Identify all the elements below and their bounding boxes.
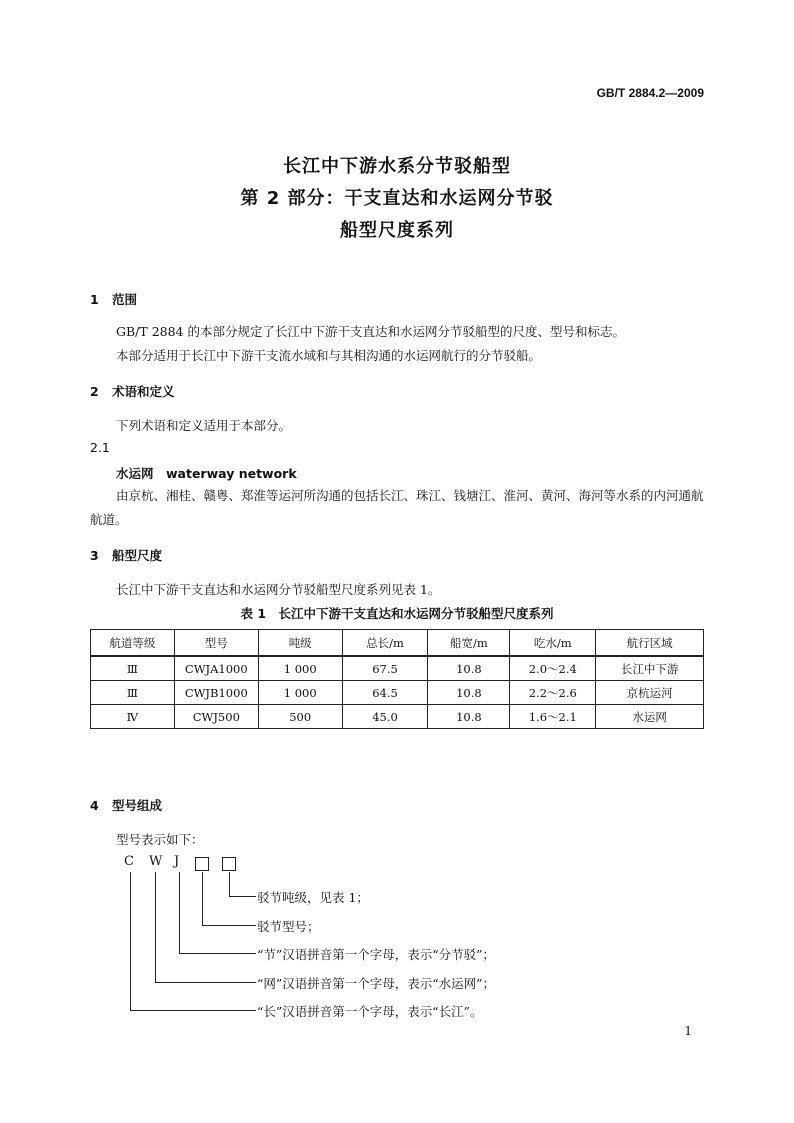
paragraph: 本部分适用于长江中下游干支流水域和与其相沟通的水运网航行的分节驳船。: [116, 348, 542, 363]
table-cell: Ⅳ: [91, 705, 175, 729]
table-cell: 67.5: [342, 656, 428, 681]
table-header-cell: 吃水/m: [510, 630, 596, 657]
connector-line: [202, 872, 203, 926]
table-cell: CWJB1000: [174, 681, 258, 705]
table-cell: Ⅲ: [91, 656, 175, 681]
connector-line: [155, 872, 156, 983]
table-cell: 500: [258, 705, 342, 729]
code-label: 驳节吨级，见表 1；: [257, 890, 369, 905]
table-header-cell: 总长/m: [342, 630, 428, 657]
table-header-cell: 型号: [174, 630, 258, 657]
table-header-cell: 船宽/m: [428, 630, 510, 657]
section-title: 术语和定义: [112, 384, 175, 399]
section-number: 3: [90, 548, 99, 563]
subsection-number: 2.1: [90, 440, 110, 455]
table-cell: CWJA1000: [174, 656, 258, 681]
table-cell: 1.6～2.1: [510, 705, 596, 729]
table-cell: 10.8: [428, 705, 510, 729]
term-definition: 由京杭、湘桂、赣粤、郑淮等运河所沟通的包括长江、珠江、钱塘江、淮河、黄河、海河等水系的内河通航航道。: [90, 488, 704, 527]
section-number: 2: [90, 384, 99, 399]
table-caption: 表 1 长江中下游干支直达和水运网分节驳船型尺度系列: [240, 606, 554, 621]
table-cell: 2.2～2.6: [510, 681, 596, 705]
code-label: “网”汉语拼音第一个字母，表示“水运网”；: [257, 976, 496, 991]
connector-line: [179, 872, 180, 954]
connector-line: [155, 982, 256, 983]
paragraph: 下列术语和定义适用于本部分。: [116, 418, 292, 433]
connector-line: [130, 872, 131, 1011]
connector-line: [179, 953, 256, 954]
connector-line: [130, 1010, 256, 1011]
code-label: 驳节型号；: [257, 919, 320, 934]
doc-title-line2: 第 2 部分：干支直达和水运网分节驳: [240, 188, 554, 209]
page-number: 1: [684, 1024, 692, 1038]
connector-line: [229, 896, 256, 897]
section-title: 范围: [112, 292, 138, 307]
table-cell: 10.8: [428, 656, 510, 681]
code-letter-w: W: [149, 854, 163, 869]
section-number: 1: [90, 292, 99, 307]
section-number: 4: [90, 798, 99, 813]
table-cell: 京杭运河: [596, 681, 704, 705]
table-cell: 45.0: [342, 705, 428, 729]
placeholder-box-type: [195, 857, 209, 871]
placeholder-box-tonnage: [222, 857, 236, 871]
table-cell: 水运网: [596, 705, 704, 729]
term-entry: 水运网 waterway network: [116, 466, 297, 481]
connector-line: [229, 872, 230, 897]
table-cell: 10.8: [428, 681, 510, 705]
table-cell: 长江中下游: [596, 656, 704, 681]
section-title: 船型尺度: [112, 548, 163, 563]
table-header-cell: 航行区域: [596, 630, 704, 657]
section-title: 型号组成: [112, 798, 163, 813]
code-letter-j: J: [174, 854, 180, 869]
paragraph: GB/T 2884 的本部分规定了长江中下游干支直达和水运网分节驳船型的尺度、型号和标志。: [116, 324, 625, 339]
code-label: “长”汉语拼音第一个字母，表示“长江”。: [257, 1004, 483, 1019]
code-label: “节”汉语拼音第一个字母，表示“分节驳”；: [257, 947, 496, 962]
doc-title-line3: 船型尺度系列: [340, 220, 454, 241]
table-cell: 1 000: [258, 681, 342, 705]
table-header-cell: 航道等级: [91, 630, 175, 657]
table-cell: CWJ500: [174, 705, 258, 729]
paragraph: 型号表示如下：: [116, 832, 204, 847]
table-cell: Ⅲ: [91, 681, 175, 705]
code-letter-c: C: [124, 854, 134, 869]
paragraph: 长江中下游干支直达和水运网分节驳船型尺度系列见表 1。: [116, 582, 441, 597]
table-header-cell: 吨级: [258, 630, 342, 657]
table-cell: 2.0～2.4: [510, 656, 596, 681]
table-cell: 1 000: [258, 656, 342, 681]
table-cell: 64.5: [342, 681, 428, 705]
doc-title-line1: 长江中下游水系分节驳船型: [283, 156, 511, 177]
connector-line: [202, 925, 256, 926]
standard-code: GB/T 2884.2—2009: [596, 86, 704, 100]
